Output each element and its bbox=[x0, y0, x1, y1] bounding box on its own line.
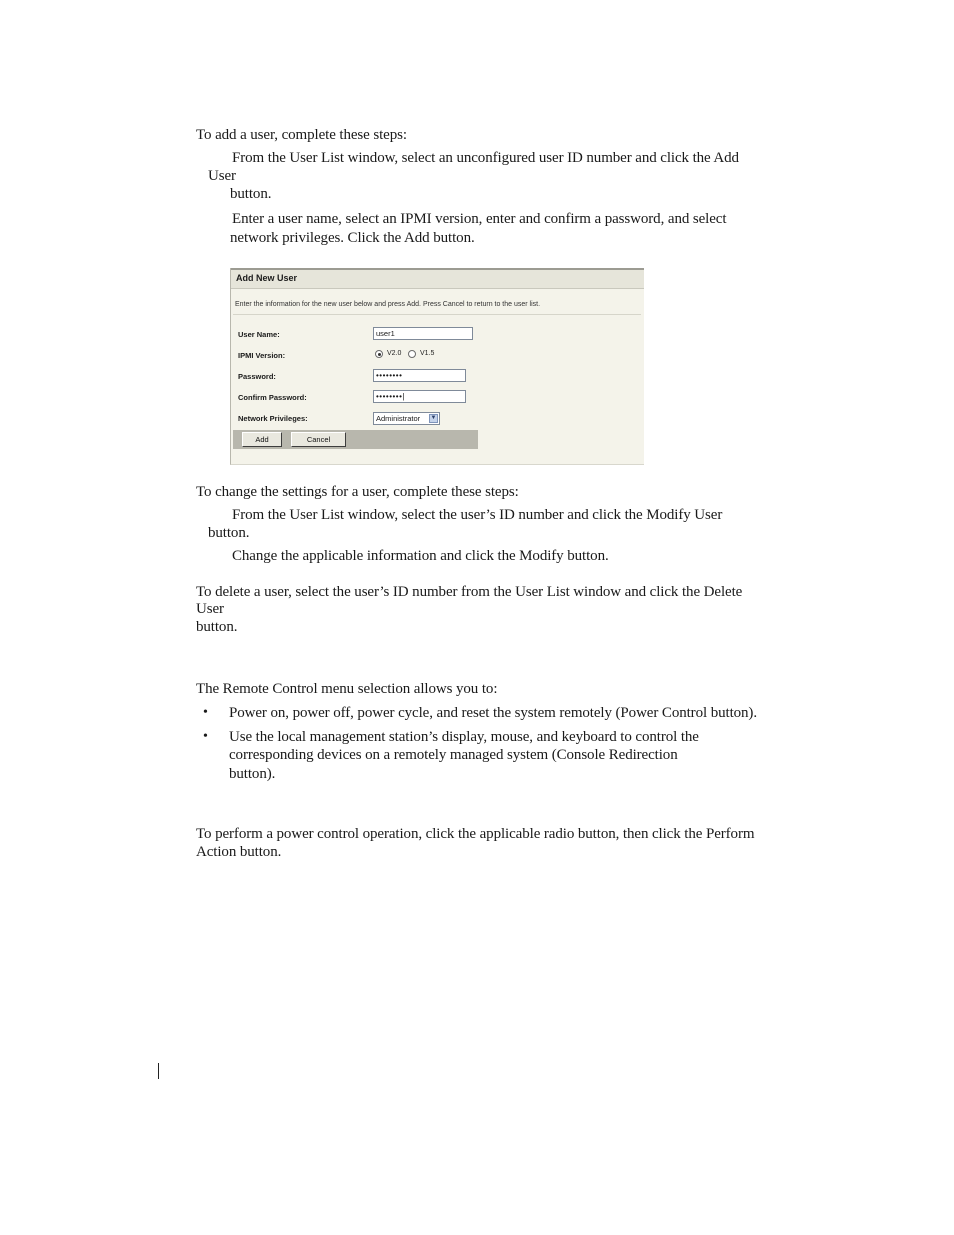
add-step-1-line-2: User bbox=[208, 168, 236, 184]
ipmi-v2-radio[interactable] bbox=[375, 350, 383, 358]
power-control-line-2: Action button. bbox=[196, 844, 282, 860]
delete-user-line-3: button. bbox=[196, 619, 238, 635]
password-input[interactable]: •••••••• bbox=[373, 369, 466, 382]
form-button-bar bbox=[233, 430, 478, 449]
user-name-label: User Name: bbox=[238, 330, 280, 339]
add-step-2-line-2: network privileges. Click the Add button. bbox=[230, 230, 475, 246]
remote-control-intro: The Remote Control menu selection allows you to: bbox=[196, 681, 498, 697]
bullet-1-text: Power on, power off, power cycle, and reset the system remotely (Power Control button). bbox=[229, 705, 757, 721]
bullet-2-line-2: corresponding devices on a remotely managed system (Console Redirection bbox=[229, 747, 678, 763]
form-separator bbox=[233, 314, 641, 315]
change-step-1-line-1: From the User List window, select the user’s ID number and click the Modify User bbox=[232, 507, 723, 523]
bullet-2-line-1: Use the local management station’s display, mouse, and keyboard to control the bbox=[229, 729, 699, 745]
delete-user-line-2: User bbox=[196, 601, 224, 617]
ipmi-v2-label: V2.0 bbox=[387, 350, 402, 357]
change-user-intro: To change the settings for a user, complete these steps: bbox=[196, 484, 519, 500]
add-new-user-screenshot bbox=[230, 268, 644, 465]
chevron-down-icon[interactable]: ▼ bbox=[430, 415, 437, 421]
network-privileges-value: Administrator bbox=[376, 414, 421, 423]
add-step-1-line-1: From the User List window, select an unconfigured user ID number and click the Add bbox=[232, 150, 739, 166]
ipmi-v15-label: V1.5 bbox=[420, 350, 435, 357]
bullet-2-marker: • bbox=[203, 729, 208, 744]
add-step-2-line-1: Enter a user name, select an IPMI version, enter and confirm a password, and select bbox=[232, 211, 727, 227]
confirm-password-label: Confirm Password: bbox=[238, 393, 307, 402]
add-step-1-line-3: button. bbox=[230, 186, 272, 202]
delete-user-line-1: To delete a user, select the user’s ID number from the User List window and click the Delete bbox=[196, 584, 743, 600]
ipmi-version-label: IPMI Version: bbox=[238, 351, 286, 360]
password-label: Password: bbox=[238, 372, 276, 381]
change-step-2: Change the applicable information and click the Modify button. bbox=[232, 548, 609, 564]
ipmi-v15-radio[interactable] bbox=[408, 350, 416, 358]
add-button[interactable]: Add bbox=[242, 432, 282, 447]
network-privileges-label: Network Privileges: bbox=[238, 414, 308, 423]
form-instructions: Enter the information for the new user below and press Add. Press Cancel to return to the user list. bbox=[235, 301, 541, 308]
cancel-button[interactable]: Cancel bbox=[291, 432, 346, 447]
power-control-line-1: To perform a power control operation, click the applicable radio button, then click the Perform bbox=[196, 826, 755, 842]
user-name-input[interactable]: user1 bbox=[373, 327, 473, 340]
confirm-password-input[interactable]: ••••••••| bbox=[373, 390, 466, 403]
form-header-bar bbox=[231, 270, 644, 289]
add-user-intro: To add a user, complete these steps: bbox=[196, 127, 407, 143]
margin-change-bar bbox=[158, 1063, 159, 1079]
change-step-1-line-2: button. bbox=[208, 525, 250, 541]
form-title: Add New User bbox=[236, 273, 298, 283]
bullet-1-marker: • bbox=[203, 705, 208, 720]
network-privileges-select[interactable] bbox=[373, 412, 440, 425]
bullet-2-line-3: button). bbox=[229, 766, 276, 782]
